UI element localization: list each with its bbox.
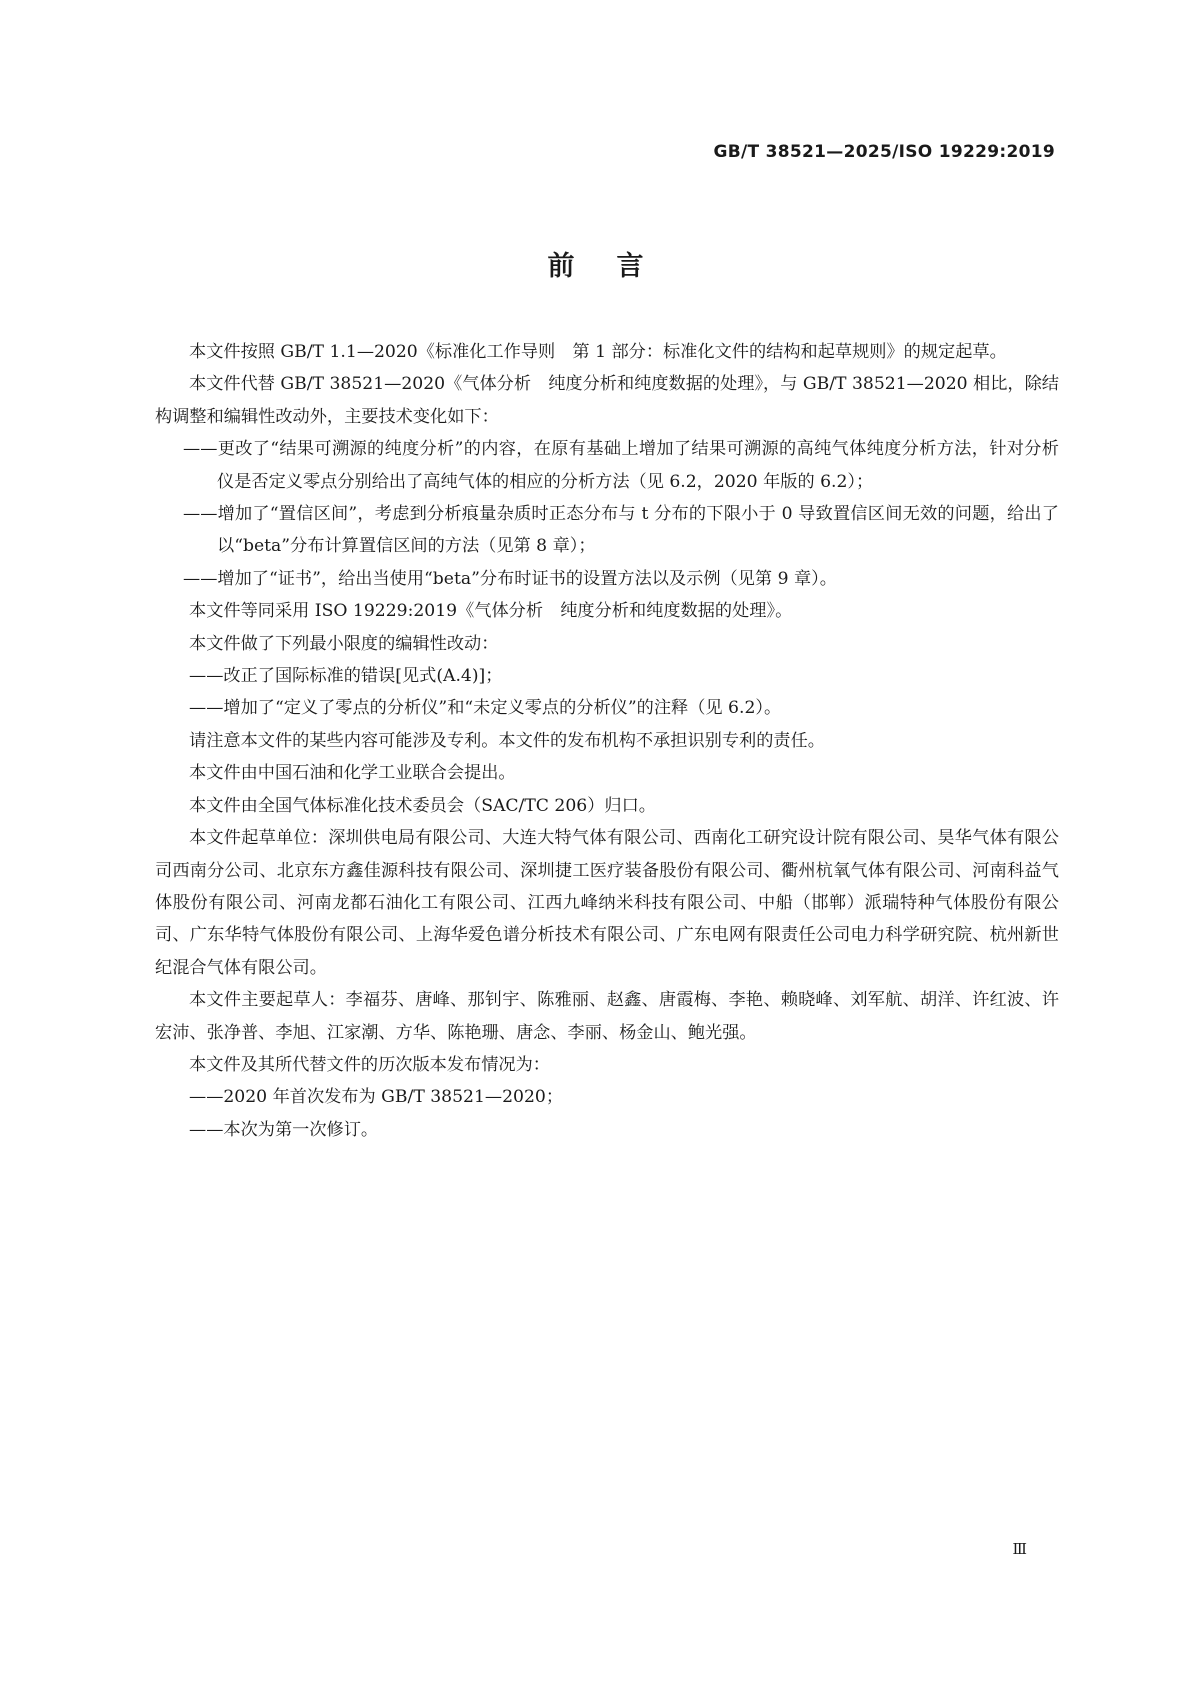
standard-code: GB/T 38521—2025/ISO 19229:2019	[713, 142, 1055, 162]
paragraph-patent: 请注意本文件的某些内容可能涉及专利。本文件的发布机构不承担识别专利的责任。	[189, 730, 825, 751]
page-number: Ⅲ	[1012, 1540, 1027, 1558]
paragraph-drafting-units: 本文件起草单位：深圳供电局有限公司、大连大特气体有限公司、西南化工研究设计院有限公司、昊华气体有限公司西南分公司、北京东方鑫佳源科技有限公司、深圳捷工医疗装备股份有限公司、衢州杭氧气体有限公司、河南科益气体股份有限公司、河南龙都石油化工有限公司、江西九峰纳米科技有限公司、中船（邯郸）派瑞特种气体股份有限公司、广东华特气体股份有限公司、上海华爱色谱分析技术有限公司、广东电网有限责任公司电力科学研究院、杭州新世纪混合气体有限公司。	[155, 828, 1059, 978]
list-item-editorial-error: ——改正了国际标准的错误[见式(A.4)]；	[189, 666, 503, 687]
paragraph-managed-by: 本文件由全国气体标准化技术委员会（SAC/TC 206）归口。	[189, 795, 656, 816]
paragraph-history-intro: 本文件及其所代替文件的历次版本发布情况为：	[189, 1054, 550, 1075]
paragraph-replacement: 本文件代替 GB/T 38521—2020《气体分析 纯度分析和纯度数据的处理》，与 GB/T 38521—2020 相比，除结构调整和编辑性改动外，主要技术变化如下：	[155, 374, 1059, 427]
foreword-body	[155, 336, 1059, 1146]
paragraph-drafting-rules: 本文件按照 GB/T 1.1—2020《标准化工作导则 第 1 部分：标准化文件的结构和起草规则》的规定起草。	[189, 342, 1007, 362]
paragraph-drafters: 本文件主要起草人：李福芬、唐峰、那钊宇、陈雅丽、赵鑫、唐霞梅、李艳、赖晓峰、刘军航、胡洋、许红波、许宏沛、张净普、李旭、江家潮、方华、陈艳珊、唐念、李丽、杨金山、鲍光强。	[155, 990, 1059, 1043]
page-title: 前言	[547, 251, 686, 282]
list-item-history-revision: ——本次为第一次修订。	[189, 1119, 379, 1140]
list-item-change-certificate: ——增加了“证书”，给出当使用“beta”分布时证书的设置方法以及示例（见第 9 章）。	[183, 568, 837, 589]
list-item-editorial-note: ——增加了“定义了零点的分析仪”和“未定义零点的分析仪”的注释（见 6.2）。	[189, 698, 782, 719]
paragraph-adoption: 本文件等同采用 ISO 19229:2019《气体分析 纯度分析和纯度数据的处理》。	[189, 601, 793, 622]
paragraph-editorial-intro: 本文件做了下列最小限度的编辑性改动：	[189, 633, 499, 654]
list-item-history-2020: ——2020 年首次发布为 GB/T 38521—2020；	[189, 1087, 564, 1108]
list-item-change-traceable: ——更改了“结果可溯源的纯度分析”的内容，在原有基础上增加了结果可溯源的高纯气体纯度分析方法，针对分析仪是否定义零点分别给出了高纯气体的相应的分析方法（见 6.2，2020 年版的 6.2）；	[183, 439, 1059, 492]
list-item-change-confidence: ——增加了“置信区间”，考虑到分析痕量杂质时正态分布与 t 分布的下限小于 0 导致置信区间无效的问题，给出了以“beta”分布计算置信区间的方法（见第 8 章）；	[183, 504, 1059, 557]
paragraph-proposed-by: 本文件由中国石油和化学工业联合会提出。	[189, 763, 516, 784]
